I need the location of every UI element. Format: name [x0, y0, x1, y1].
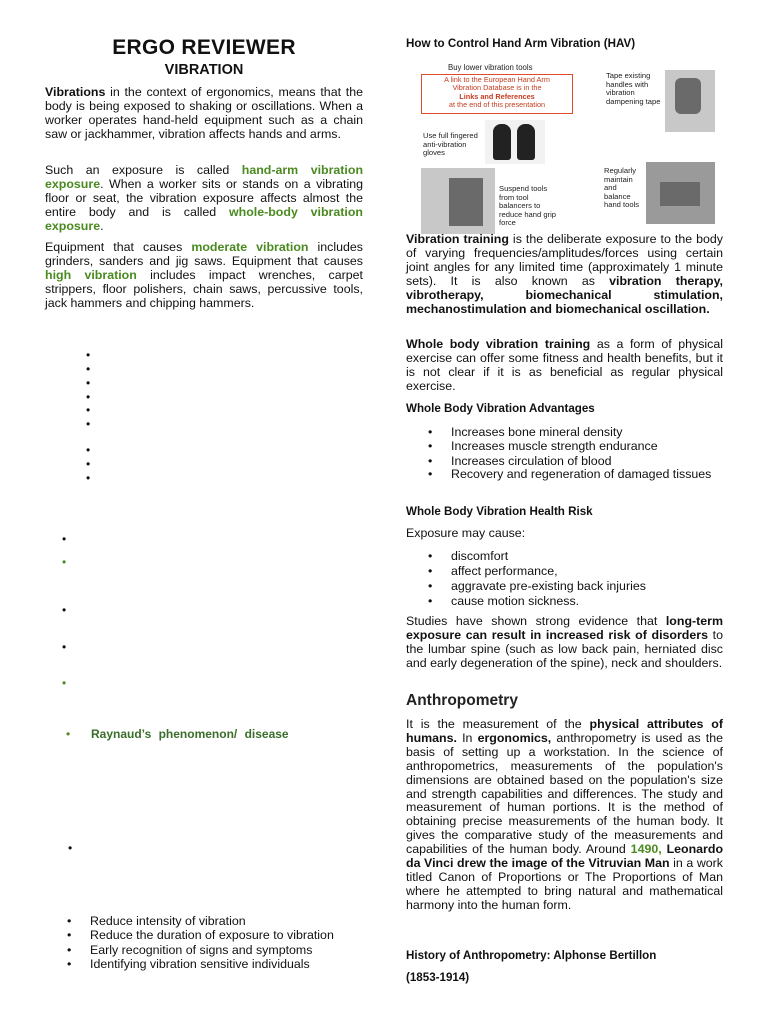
bullet-marker: • — [62, 603, 67, 617]
advantages-heading: Whole Body Vibration Advantages — [406, 402, 595, 415]
figure-label-tape: Tape existing handles with vibration dampening tape — [606, 71, 661, 106]
list-item: • discomfort — [406, 549, 723, 564]
figure-label-maintain: Regularly maintain and balance hand tools — [604, 166, 640, 210]
list-item: • Increases bone mineral density — [406, 425, 723, 439]
bullet-marker: • — [86, 403, 91, 417]
bullet-marker: • — [86, 443, 91, 457]
bullet-marker: • — [62, 676, 67, 690]
list-item: • Identifying vibration sensitive individuals — [45, 957, 363, 971]
list-item: • Increases circulation of blood — [406, 454, 723, 468]
history-heading: History of Anthropometry: Alphonse Bertillon — [406, 949, 657, 962]
health-risk-heading: Whole Body Vibration Health Risk — [406, 505, 593, 518]
bullet-marker: • — [62, 640, 67, 654]
list-item: • affect performance, — [406, 564, 723, 579]
bullet-marker: • — [86, 457, 91, 471]
vibration-training-paragraph: Vibration training is the deliberate exposure to the body of varying frequencies/amplitudes/forces using certain joint angles for any limited time (approximately 1 minute sets). It is also known as vibration therapy, vibrotherapy, biomechanical stimulation, mechanostimulation and biomechanical oscillation. — [406, 232, 724, 316]
page-subtitle: VIBRATION — [164, 62, 244, 78]
figure-label-gloves: Use full fingered anti-vibration gloves — [423, 131, 478, 158]
anthropometry-heading: Anthropometry — [406, 692, 518, 709]
hav-control-figure — [421, 58, 715, 234]
exposure-intro: Exposure may cause: — [406, 526, 526, 540]
bullet-marker: • — [86, 376, 91, 390]
maintenance-photo — [646, 162, 715, 224]
list-item: • Increases muscle strength endurance — [406, 439, 723, 453]
bullet-marker: • — [86, 390, 91, 404]
list-item: • Reduce the duration of exposure to vibration — [45, 928, 363, 942]
database-link-box: A link to the European Hand Arm Vibration Database is in the Links and References at the end of this presentation — [421, 74, 573, 114]
figure-heading: How to Control Hand Arm Vibration (HAV) — [406, 37, 636, 50]
hand-arm-paragraph: Such an exposure is called hand-arm vibration exposure. When a worker sits or stands on a vibrating floor or seat, the vibration exposure affects almost the entire body and is called whole-body vibration exposure. — [45, 163, 364, 233]
advantages-list — [406, 425, 723, 482]
bullet-marker: • — [68, 841, 73, 855]
list-item: • cause motion sickness. — [406, 594, 723, 609]
anthropometry-paragraph: It is the measurement of the physical attributes of humans. In ergonomics, anthropometry is used as the basis of setting up a workstation. In the science of anthropometrics, measurements of the population's dimensions are obtained based on the population's size and strength capabilities and differences. The study and measurement of human portions. It is the method of obtaining precise measurements of the human body. It gives the comparative study of the measurements and capabilities of the human body. Around 1490, Leonardo da Vinci drew the image of the Vitruvian Man in a work titled Canon of Proportions or The Proportions of Man where he attempted to bring natural and mathematical harmony into the human form. — [406, 717, 724, 912]
health-risk-list — [406, 549, 723, 609]
whole-body-training-paragraph: Whole body vibration training as a form of physical exercise can offer some fitness and health benefits, but it is not clear if it is as beneficial as regular physical exercise. — [406, 337, 723, 393]
list-item: • Recovery and regeneration of damaged tissues — [406, 468, 723, 482]
vibration-definition: Vibrations in the context of ergonomics, means that the body is being exposed to shaking or oscillations. When a worker operates hand-held equipment such as a chain saw or jackhammer, vibration affects hands and arms. — [45, 85, 363, 141]
bullet-marker: • — [62, 532, 67, 546]
list-item: • aggravate pre-existing back injuries — [406, 579, 723, 594]
bullet-marker: • — [86, 348, 91, 362]
list-item: • Early recognition of signs and symptoms — [45, 943, 363, 957]
vibration-control-list — [45, 914, 363, 972]
tape-handle-photo — [665, 70, 715, 132]
tool-balancer-photo — [421, 168, 495, 234]
bullet-marker: • — [86, 362, 91, 376]
history-years: (1853-1914) — [406, 971, 470, 984]
figure-label-suspend: Suspend tools from tool balancers to reduce hand grip force — [499, 184, 556, 228]
studies-paragraph: Studies have shown strong evidence that long-term exposure can result in increased risk of disorders to the lumbar spine (such as low back pain, herniated disc and early degeneration of the spine), neck and shoulders. — [406, 614, 724, 670]
list-item: • Reduce intensity of vibration — [45, 914, 363, 928]
gloves-photo — [485, 120, 545, 164]
bullet-marker: • — [62, 555, 67, 569]
bullet-marker: • — [86, 417, 91, 431]
figure-label-buy: Buy lower vibration tools — [448, 63, 533, 72]
page-title: ERGO REVIEWER — [112, 36, 296, 59]
equipment-paragraph: Equipment that causes moderate vibration includes grinders, sanders and jig saws. Equipment that causes high vibration includes impact wrenches, carpet strippers, floor polishers, chain saws, percussive tools, jack hammers and chipping hammers. — [45, 240, 363, 310]
bullet-marker: • — [86, 471, 91, 485]
